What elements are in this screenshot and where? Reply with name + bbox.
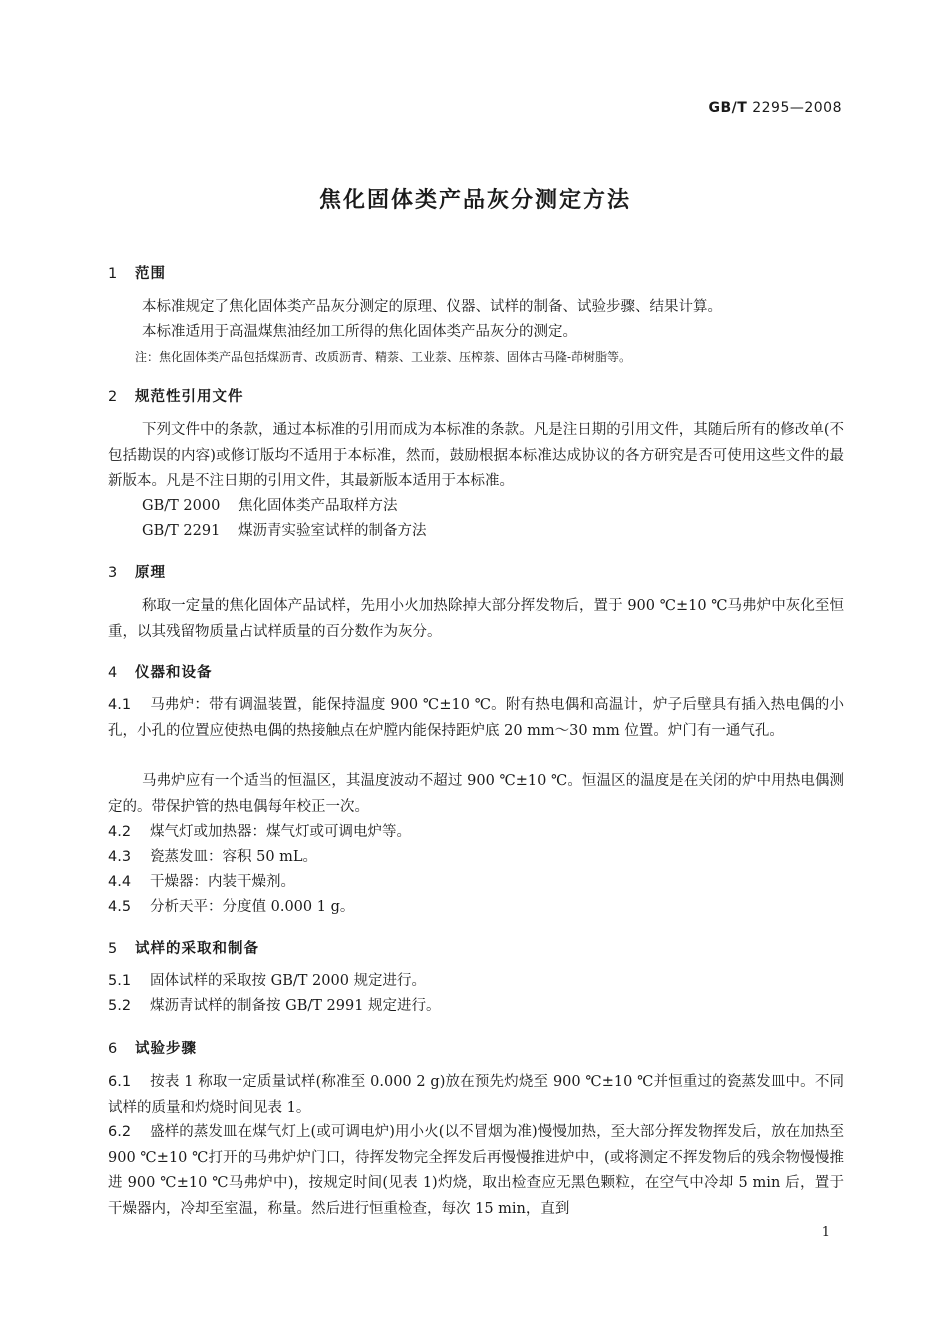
section-3-heading bbox=[108, 561, 166, 582]
section-title: 原理 bbox=[135, 565, 166, 581]
section-1-heading bbox=[108, 262, 166, 283]
section-number: 3 bbox=[108, 565, 119, 581]
clause-5-2 bbox=[108, 994, 848, 1020]
clause-number: 6.1 bbox=[108, 1074, 132, 1090]
standard-code bbox=[708, 100, 842, 116]
principle-paragraph: 称取一定量的焦化固体产品试样，先用小火加热除掉大部分挥发物后，置于 900 ℃±10 ℃马弗炉中灰化至恒重，以其残留物质量占试样质量的百分数作为灰分。 bbox=[108, 598, 844, 640]
section-title: 仪器和设备 bbox=[135, 665, 213, 681]
standard-number: 2295—2008 bbox=[752, 100, 842, 116]
clause-number: 4.3 bbox=[108, 849, 132, 865]
clause-number: 4.4 bbox=[108, 874, 132, 890]
clause-text: 固体试样的采取按 GB/T 2000 规定进行。 bbox=[150, 973, 427, 989]
clause-text: 按表 1 称取一定质量试样(称准至 0.000 2 g)放在预先灼烧至 900 ℃±10 ℃并恒重过的瓷蒸发皿中。不同试样的质量和灼烧时间见表 1。 bbox=[108, 1074, 844, 1116]
section-number: 4 bbox=[108, 665, 119, 681]
reference-item bbox=[142, 519, 427, 545]
reference-name: 焦化固体类产品取样方法 bbox=[238, 498, 398, 514]
reference-code: GB/T 2000 bbox=[142, 498, 221, 514]
clause-text: 干燥器：内装干燥剂。 bbox=[150, 874, 295, 890]
clause-text: 马弗炉：带有调温装置，能保持温度 900 ℃±10 ℃。附有热电偶和高温计，炉子后壁具有插入热电偶的小孔，小孔的位置应使热电偶的热接触点在炉膛内能保持距炉底 20 mm～30 mm 位置。炉门有一通气孔。 bbox=[108, 697, 844, 739]
clause-number: 4.1 bbox=[108, 697, 132, 713]
scope-note: 注：焦化固体类产品包括煤沥青、改质沥青、精萘、工业萘、压榨萘、固体古马隆-茚树脂等。 bbox=[135, 350, 632, 364]
scope-paragraph-1: 本标准规定了焦化固体类产品灰分测定的原理、仪器、试样的制备、试验步骤、结果计算。 bbox=[142, 299, 722, 315]
clause-4-3 bbox=[108, 845, 848, 871]
reference-item bbox=[142, 494, 398, 520]
clause-text: 分析天平：分度值 0.000 1 g。 bbox=[150, 899, 355, 915]
clause-number: 6.2 bbox=[108, 1124, 132, 1140]
standard-prefix: GB/T bbox=[708, 100, 748, 116]
section-4-heading bbox=[108, 661, 213, 682]
clause-text: 盛样的蒸发皿在煤气灯上(或可调电炉)用小火(以不冒烟为准)慢慢加热，至大部分挥发物挥发后，放在加热至 900 ℃±10 ℃打开的马弗炉炉门口，待挥发物完全挥发后再慢慢推进炉中，(或将测定不挥发物后的残余物慢慢推进 900 ℃±10 ℃马弗炉中)，按规定时间(见表 1)灼烧，取出检查应无黑色颗粒，在空气中冷却 5 min 后，置于干燥器内，冷却至室温，称量。然后进行恒重检查，每次 15 min，直到 bbox=[108, 1124, 844, 1217]
clause-text: 煤沥青试样的制备按 GB/T 2991 规定进行。 bbox=[150, 998, 441, 1014]
section-number: 5 bbox=[108, 941, 119, 957]
clause-4-5 bbox=[108, 895, 848, 921]
clause-5-1 bbox=[108, 969, 848, 995]
reference-code: GB/T 2291 bbox=[142, 523, 221, 539]
section-title: 试样的采取和制备 bbox=[135, 941, 259, 957]
clause-4-4 bbox=[108, 870, 848, 896]
clause-number: 5.1 bbox=[108, 973, 132, 989]
section-6-heading bbox=[108, 1037, 197, 1058]
section-title: 规范性引用文件 bbox=[135, 389, 244, 405]
clause-text: 煤气灯或加热器：煤气灯或可调电炉等。 bbox=[150, 824, 411, 840]
clause-number: 4.5 bbox=[108, 899, 132, 915]
clause-4-1-paragraph-2: 马弗炉应有一个适当的恒温区，其温度波动不超过 900 ℃±10 ℃。恒温区的温度是在关闭的炉中用热电偶测定的。带保护管的热电偶每年校正一次。 bbox=[108, 773, 844, 815]
section-number: 6 bbox=[108, 1041, 119, 1057]
scope-paragraph-2: 本标准适用于高温煤焦油经加工所得的焦化固体类产品灰分的测定。 bbox=[142, 324, 577, 340]
clause-text: 瓷蒸发皿：容积 50 mL。 bbox=[150, 849, 318, 865]
document-title: 焦化固体类产品灰分测定方法 bbox=[318, 188, 631, 213]
section-2-heading bbox=[108, 385, 244, 406]
reference-name: 煤沥青实验室试样的制备方法 bbox=[238, 523, 427, 539]
clause-6-1 bbox=[108, 1070, 844, 1121]
clause-6-2 bbox=[108, 1120, 844, 1222]
clause-4-2 bbox=[108, 820, 848, 846]
clause-4-1 bbox=[108, 693, 844, 744]
normative-references-paragraph: 下列文件中的条款，通过本标准的引用而成为本标准的条款。凡是注日期的引用文件，其随后所有的修改单(不包括勘误的内容)或修订版均不适用于本标准，然而，鼓励根据本标准达成协议的各方研究是否可使用这些文件的最新版本。凡是不注日期的引用文件，其最新版本适用于本标准。 bbox=[108, 422, 844, 489]
section-title: 范围 bbox=[135, 266, 166, 282]
section-title: 试验步骤 bbox=[135, 1041, 197, 1057]
clause-number: 4.2 bbox=[108, 824, 132, 840]
section-number: 1 bbox=[108, 266, 119, 282]
section-number: 2 bbox=[108, 389, 119, 405]
page-number: 1 bbox=[821, 1225, 830, 1240]
section-5-heading bbox=[108, 937, 259, 958]
clause-number: 5.2 bbox=[108, 998, 132, 1014]
